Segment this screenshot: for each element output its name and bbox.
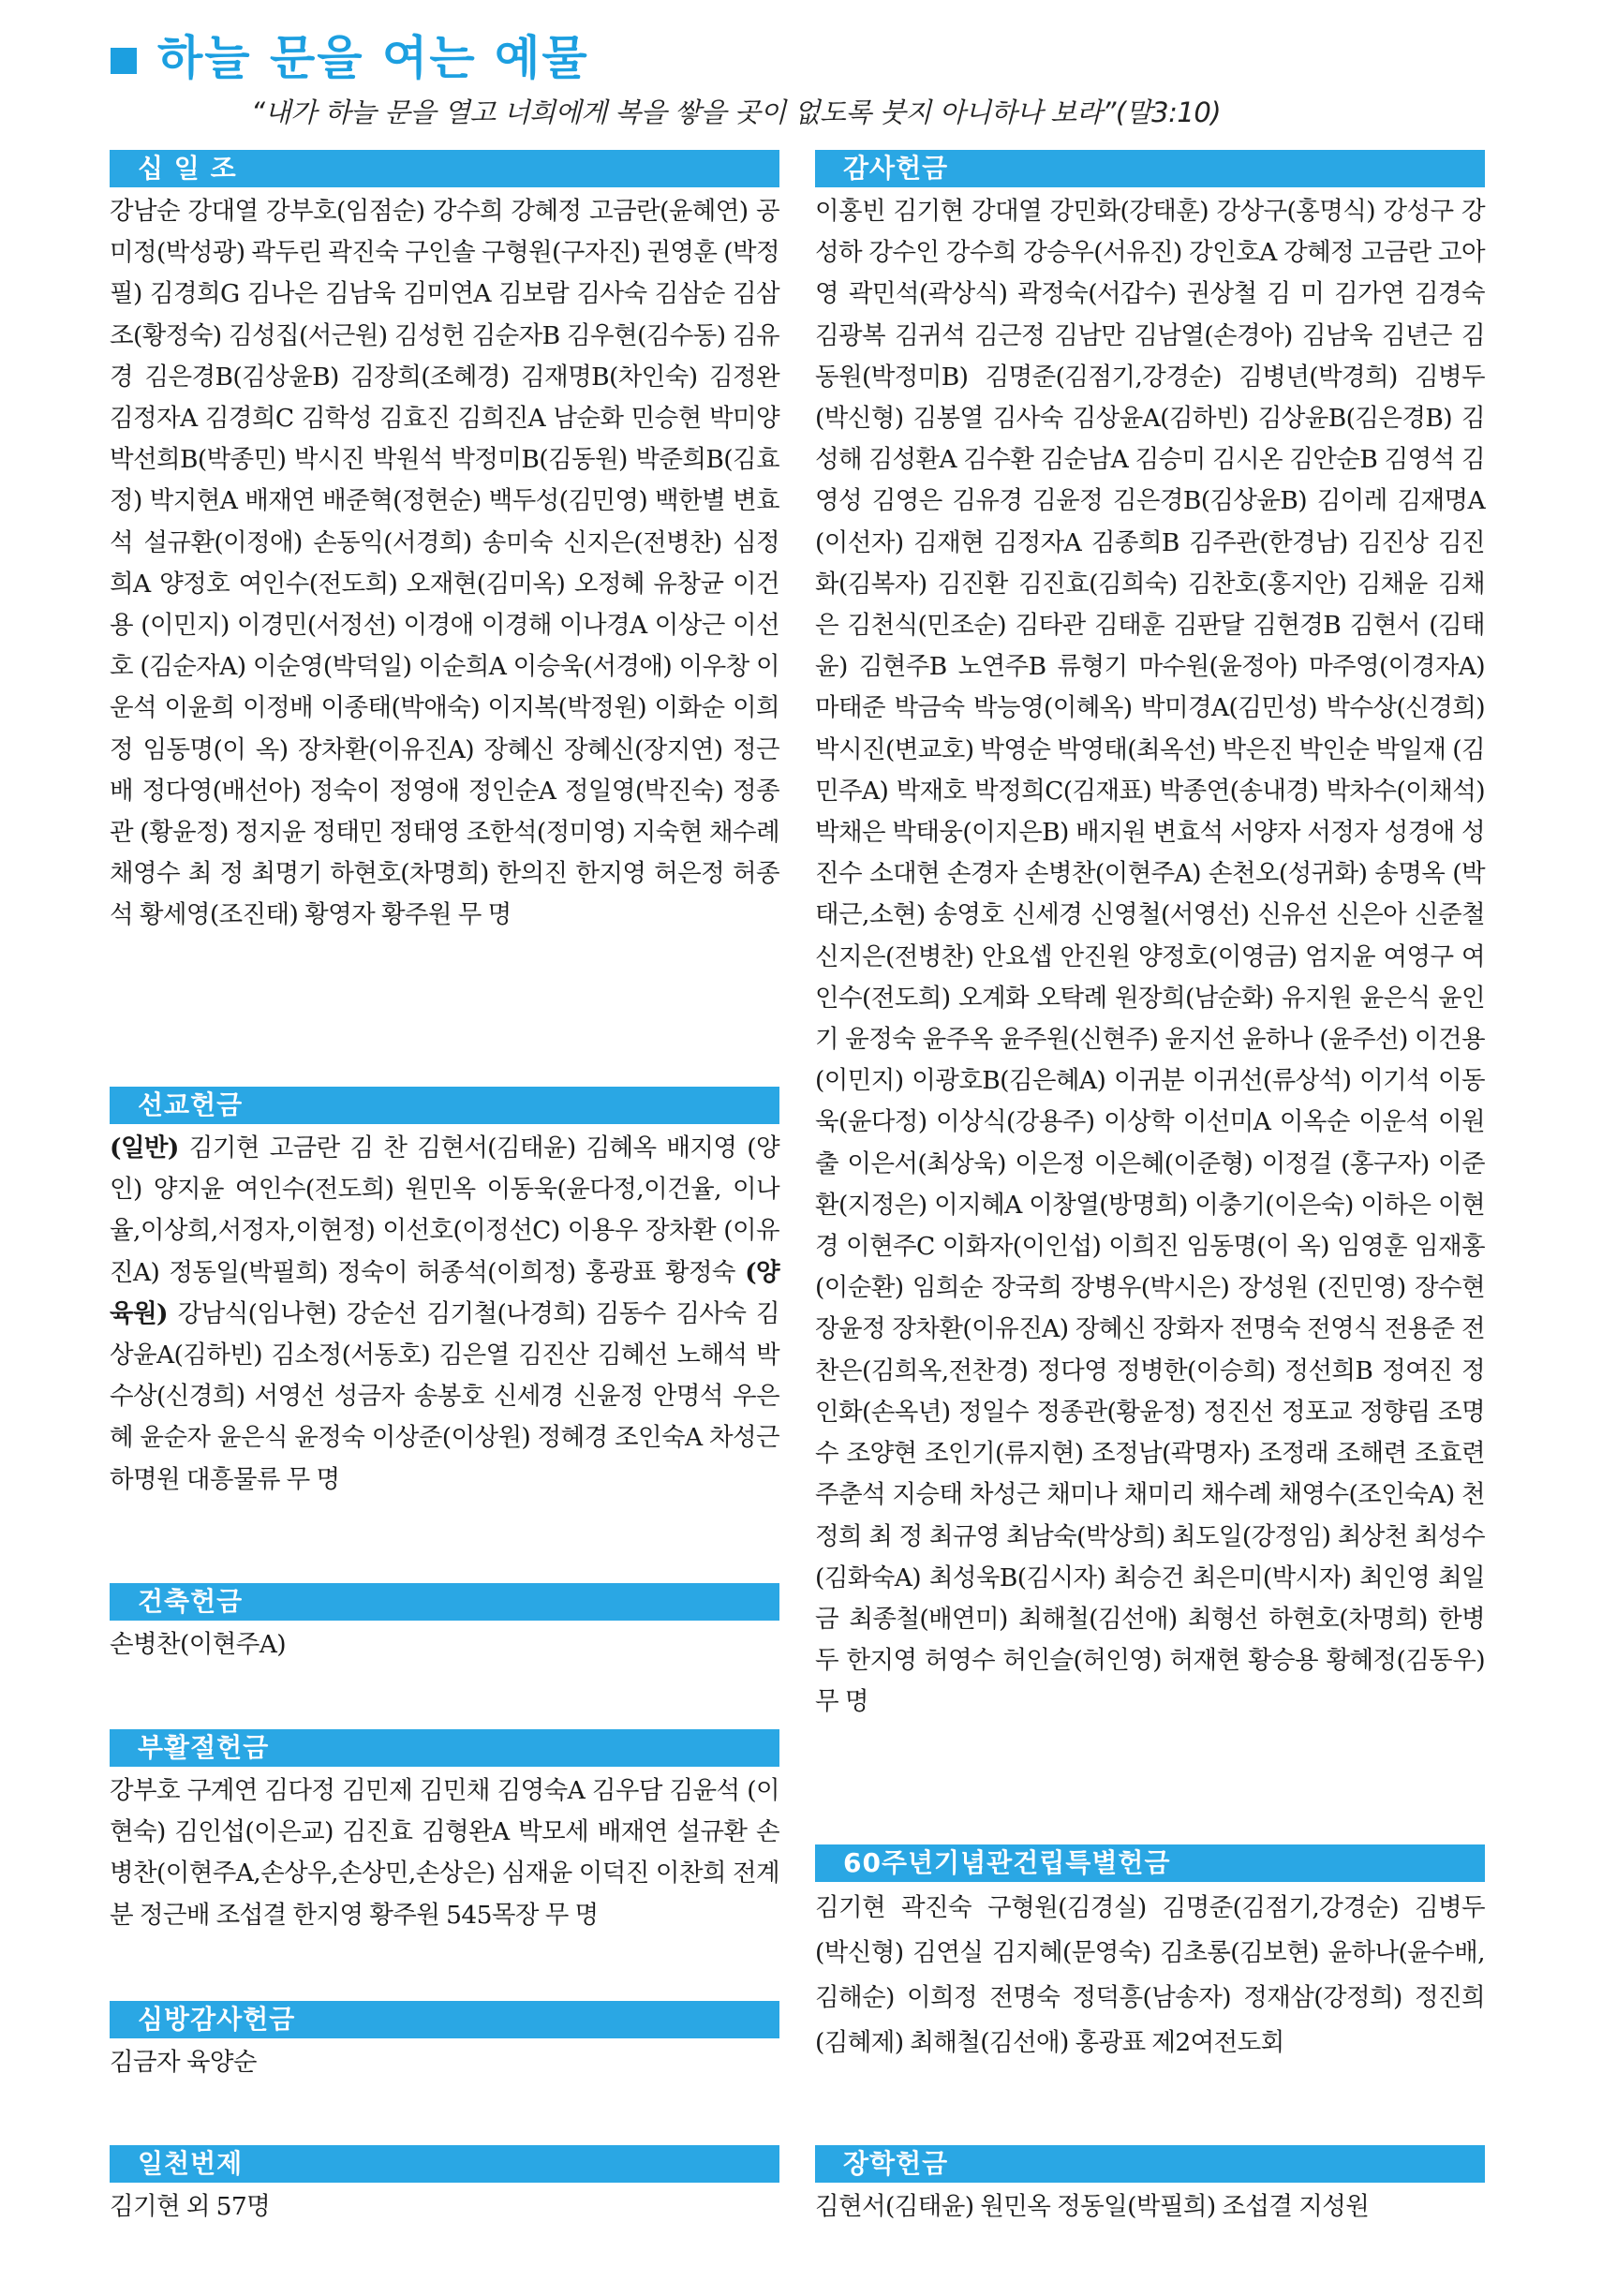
section-scholarship <box>815 2145 1485 2228</box>
section-building <box>110 1583 779 1666</box>
section-title: 감사헌금 <box>815 150 1485 187</box>
donor-list: 김기현 곽진숙 구형원(김경실) 김명준(김점기,강경순) 김병두 (박신형) 김연실 김지혜(문영숙) 김초롱(김보현) 윤하나(윤수배, 김해순) 이희정 전명숙 정덕흥(남송자) 정재삼(강정희) 정진희 (김혜제) 최해철(김선애) 홍광표 제2여전도회 <box>815 1893 1485 2057</box>
section-title: 60주년기념관건립특별헌금 <box>815 1844 1485 1882</box>
donor-list: 강남순 강대열 강부호(임점순) 강수희 강혜정 고금란(윤혜연) 공미정(박성광) 곽두린 곽진숙 구인솔 구형원(구자진) 권영훈 (박정필) 김경희G 김나은 김남욱 김미연A 김보람 김사숙 김삼순 김삼조(황정숙) 김성집(서근원) 김성헌 김순자B 김우현(김수동) 김유경 김은경B(김상윤B) 김장희(조혜경) 김재명B(차인숙) 김정완 김정자A 김경희C 김학성 김효진 김희진A 남순화 민승현 박미양 박선희B(박종민) 박시진 박원석 박정미B(김동원) 박준희B(김효정) 박지현A 배재연 배준혁(정현순) 백두성(김민영) 백한별 변효석 설규환(이정애) 손동익(서경희) 송미숙 신지은(전병찬) 심정희A 양정호 여인수(전도희) 오재현(김미옥) 오정혜 유창균 이건용 (이민지) 이경민(서정선) 이경애 이경해 이나경A 이상근 이선호 (김순자A) 이순영(박덕일) 이순희A 이승욱(서경애) 이우창 이운석 이윤희 이정배 이종태(박애숙) 이지복(박정원) 이화순 이희정 임동명(이 옥) 장차환(이유진A) 장혜신 장혜신(장지연) 정근배 정다영(배선아) 정숙이 정영애 정인순A 정일영(박진숙) 정종관 (황윤정) 정지윤 정태민 정태영 조한석(정미영) 지숙현 채수례 채영수 최 정 최명기 하현호(차명희) 한의진 한지영 허은정 허종석 황세영(조진태) 황영자 황주원 무 명 <box>110 197 779 930</box>
page-header <box>111 28 1535 88</box>
section-title: 선교헌금 <box>110 1087 779 1124</box>
donor-list <box>110 1124 779 1501</box>
donor-list: 이홍빈 김기현 강대열 강민화(강태훈) 강상구(홍명식) 강성구 강성하 강수인 강수희 강승우(서유진) 강인호A 강혜정 고금란 고아영 곽민석(곽상식) 곽정숙(서갑수) 권상철 김 미 김가연 김경숙 김광복 김귀석 김근정 김남만 김남열(손경아) 김남욱 김년근 김동원(박정미B) 김명준(김점기,강경순) 김병년(박경희) 김병두(박신형) 김봉열 김사숙 김상윤A(김하빈) 김상윤B(김은경B) 김성해 김성환A 김수환 김순남A 김승미 김시온 김안순B 김영석 김영성 김영은 김유경 김윤정 김은경B(김상윤B) 김이레 김재명A (이선자) 김재현 김정자A 김종희B 김주관(한경남) 김진상 김진화(김복자) 김진환 김진효(김희숙) 김찬호(홍지안) 김채윤 김채은 김천식(민조순) 김타관 김태훈 김판달 김현경B 김현서 (김태윤) 김현주B 노연주B 류형기 마수원(윤정아) 마주영(이경자A) 마태준 박금숙 박능영(이혜옥) 박미경A(김민성) 박수상(신경희) 박시진(변교호) 박영순 박영태(최옥선) 박은진 박인순 박일재 (김민주A) 박재호 박정희C(김재표) 박종연(송내경) 박차수(이채석) 박채은 박태웅(이지은B) 배지원 변효석 서양자 서정자 성경애 성진수 소대현 손경자 손병찬(이현주A) 손천오(성귀화) 송명옥 (박태근,소현) 송영호 신세경 신영철(서영선) 신유선 신은아 신준철 신지은(전병찬) 안요셉 안진원 양정호(이영금) 엄지윤 여영구 여인수(전도희) 오계화 오탁례 원장희(남순화) 유지원 윤은식 윤인기 윤정숙 윤주옥 윤주원(신현주) 윤지선 윤하나 (윤주선) 이건용(이민지) 이광호B(김은혜A) 이귀분 이귀선(류상석) 이기석 이동욱(윤다정) 이상식(강용주) 이상학 이선미A 이옥순 이운석 이원출 이은서(최상욱) 이은정 이은혜(이준형) 이정걸 (홍구자) 이준환(지정은) 이지혜A 이창열(방명희) 이충기(이은숙) 이하은 이현경 이현주C 이화자(이인섭) 이희진 임동명(이 옥) 임영훈 임재홍(이순환) 임희순 장국희 장병우(박시은) 장성원 (진민영) 장수현 장윤정 장차환(이유진A) 장혜신 장화자 전명숙 전영식 전용준 전찬은(김희옥,전찬경) 정다영 정병한(이승희) 정선희B 정여진 정인화(손옥년) 정일수 정종관(황윤정) 정진선 정포교 정향림 조명수 조양현 조인기(류지현) 조정남(곽명자) 조정래 조해련 조효련 주춘석 지승태 차성근 채미나 채미리 채수례 채영수(조인숙A) 천정희 최 정 최규영 최남숙(박상희) 최도일(강정임) 최상천 최성수(김화숙A) 최성욱B(김시자) 최승건 최은미(박시자) 최인영 최일금 최종철(배연미) 최해철(김선애) 최형선 하현호(차명희) 한병두 한지영 허영수 허인슬(허인영) 허재현 황승용 황혜정(김동우) 무 명 <box>815 197 1485 1717</box>
section-title: 일천번제 <box>110 2145 779 2183</box>
donor-list: 김현서(김태윤) 원민옥 정동일(박필희) 조섭결 지성원 <box>815 2192 1370 2221</box>
section-title: 부활절헌금 <box>110 1729 779 1767</box>
section-mission <box>110 1087 779 1501</box>
bullet-square-icon <box>111 48 137 74</box>
section-tithe <box>110 150 779 937</box>
page-title: 하늘 문을 여는 예물 <box>157 31 589 85</box>
donor-list-nurture: 강남식(임나현) 강순선 김기철(나경희) 김동수 김사숙 김상윤A(김하빈) 김소정(서동호) 김은열 김진산 김혜선 노해석 박수상(신경희) 서영선 성금자 송봉호 신세경 신윤정 안명석 우은혜 윤순자 윤은식 윤정숙 이상준(이상원) 정혜경 조인숙A 차성근 하명원 대흥물류 무 명 <box>110 1298 779 1494</box>
section-title: 장학헌금 <box>815 2145 1485 2183</box>
section-thanksgiving <box>815 150 1485 1724</box>
section-thousand-offering <box>110 2145 779 2228</box>
category-label-general: (일반) <box>110 1133 179 1163</box>
donor-list: 김금자 육양순 <box>110 2048 257 2077</box>
donor-list-general: 김기현 고금란 김 찬 김현서(김태윤) 김혜옥 배지영 (양 인) 양지윤 여인수(전도희) 원민옥 이동욱(윤다정,이건율, 이나율,이상희,서정자,이현정) 이선호(이정선C) 이용우 장차환 (이유진A) 정동일(박필희) 정숙이 허종석(이희정) 홍광표 황정숙 <box>110 1133 779 1287</box>
section-title: 건축헌금 <box>110 1583 779 1621</box>
section-60th-anniversary <box>815 1844 1485 2066</box>
donor-list: 강부호 구계연 김다정 김민제 김민채 김영숙A 김우담 김윤석 (이현숙) 김인섭(이은교) 김진효 김형완A 박모세 배재연 설규환 손병찬(이현주A,손상우,손상민,손상은) 심재윤 이덕진 이찬희 전계분 정근배 조섭결 한지영 황주원 545목장 무 명 <box>110 1776 779 1930</box>
bible-verse: “내가 하늘 문을 열고 너희에게 복을 쌓을 곳이 없도록 붓지 아니하나 보라”(말3:10) <box>251 96 1222 128</box>
title-row <box>111 28 1535 88</box>
donor-list: 손병찬(이현주A) <box>110 1630 287 1659</box>
category-label-nurture: (양육원) <box>110 1257 779 1328</box>
section-easter <box>110 1729 779 1936</box>
donor-list: 김기현 외 57명 <box>110 2192 271 2221</box>
section-title: 십 일 조 <box>110 150 779 187</box>
section-title: 심방감사헌금 <box>110 2001 779 2038</box>
section-visit-thanks <box>110 2001 779 2083</box>
